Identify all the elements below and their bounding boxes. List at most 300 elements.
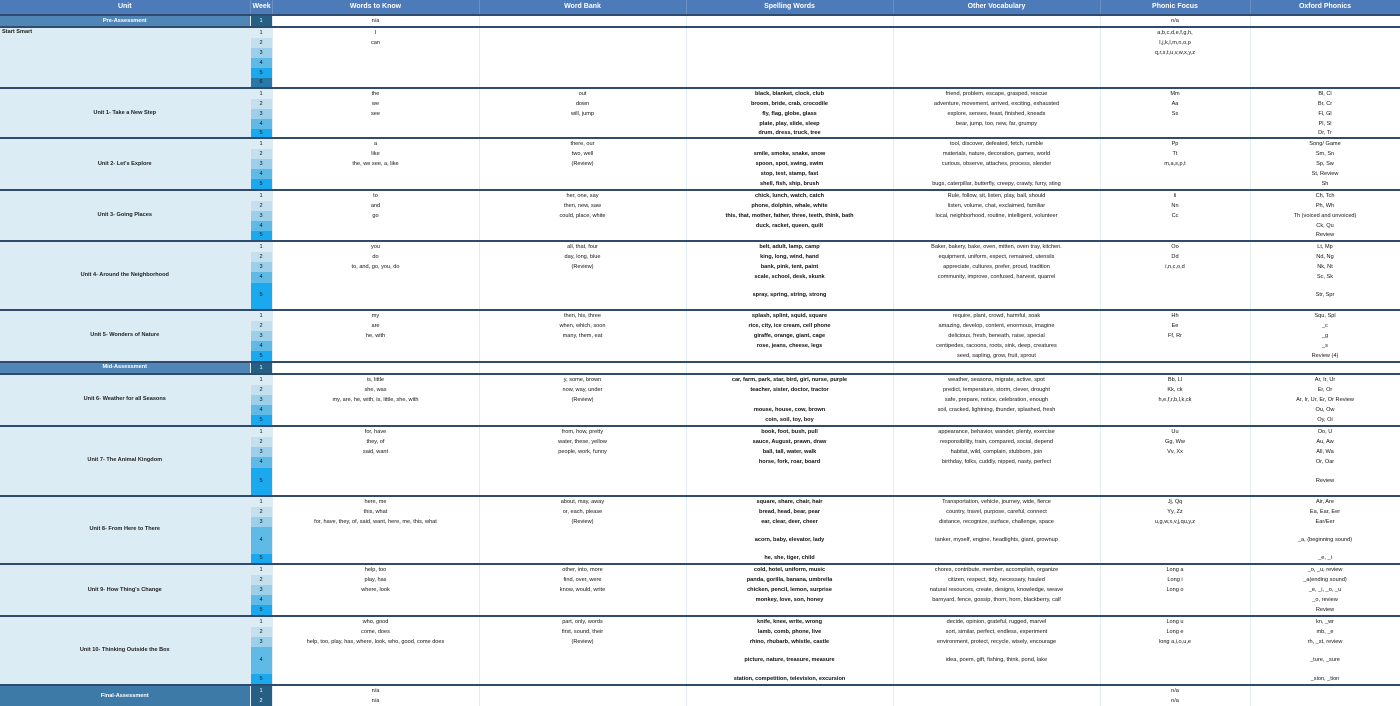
words-cell: do [272,252,479,262]
vocab-cell [893,231,1100,241]
week-cell: 2 [250,201,272,211]
oxford-cell: Ck, Qu [1250,221,1400,231]
vocab-cell: environment, protect, recycle, wisely, encourage [893,637,1100,647]
week-cell: 3 [250,262,272,272]
oxford-cell [1250,68,1400,78]
table-row [0,310,1400,321]
week-cell: 1 [250,426,272,437]
vocab-cell [893,283,1100,310]
unit-cell: Start Smart [0,27,250,88]
words-cell [272,283,479,310]
words-cell [272,405,479,415]
bank-cell [479,129,686,138]
bank-cell [479,351,686,362]
spelling-cell: drum, dress, truck, tree [686,129,893,138]
week-cell: 5 [250,179,272,190]
vocab-cell [893,468,1100,496]
words-cell [272,169,479,179]
words-cell: go [272,211,479,221]
words-cell [272,415,479,426]
oxford-cell: _e, _i, _o, _u [1250,585,1400,595]
bank-cell [479,647,686,674]
words-cell: you [272,241,479,252]
phonic-cell: Aa [1100,99,1250,109]
bank-cell [479,362,686,374]
week-cell: 1 [250,496,272,507]
vocab-cell: sort, similar, perfect, endless, experiment [893,627,1100,637]
week-cell: 1 [250,88,272,99]
words-cell: come, does [272,627,479,637]
week-cell: 5 [250,468,272,496]
oxford-cell: Ar, Ir, Ur [1250,374,1400,385]
bank-cell: could, place, white [479,211,686,221]
bank-cell [479,605,686,616]
phonic-cell [1100,595,1250,605]
oxford-cell: Nd, Ng [1250,252,1400,262]
vocab-cell: distance, recognize, surface, challenge, space [893,517,1100,527]
vocab-cell [893,129,1100,138]
words-cell [272,272,479,283]
unit-cell: Unit 7- The Animal Kingdom [0,426,250,496]
spelling-cell: ear, clear, deer, cheer [686,517,893,527]
week-cell: 1 [250,27,272,38]
unit-cell: Unit 5- Wonders of Nature [0,310,250,362]
week-cell: 5 [250,129,272,138]
spelling-cell: coin, soil, toy, boy [686,415,893,426]
words-cell: my, are, he, with, is, little, she, with [272,395,479,405]
vocab-cell [893,15,1100,27]
vocab-cell: birthday, folks, cuddly, nipped, nasty, perfect [893,457,1100,468]
oxford-cell: Au, Aw [1250,437,1400,447]
phonic-cell: Pp [1100,138,1250,149]
oxford-cell: _ture, _sure [1250,647,1400,674]
spelling-cell: acorn, baby, elevator, lady [686,527,893,554]
phonic-cell: Long o [1100,585,1250,595]
week-cell: 5 [250,605,272,616]
oxford-cell: Sh [1250,179,1400,190]
unit-cell: Unit 8- From Here to There [0,496,250,564]
bank-cell [479,231,686,241]
week-cell: 5 [250,674,272,685]
vocab-cell [893,27,1100,38]
oxford-cell: Review (4) [1250,351,1400,362]
spelling-cell: bank, pink, tent, paint [686,262,893,272]
words-cell [272,231,479,241]
spelling-cell: duck, racket, queen, quilt [686,221,893,231]
vocab-cell: delicious, fresh, beneath, raise, special [893,331,1100,341]
words-cell: for, have [272,426,479,437]
phonic-cell: Vv, Xx [1100,447,1250,457]
unit-cell: Unit 9- How Thing's Change [0,564,250,616]
bank-cell [479,554,686,564]
column-header[interactable]: Words to Know [272,0,479,15]
bank-cell: day, long, blue [479,252,686,262]
phonic-cell: Long a [1100,564,1250,575]
oxford-cell: _a, (beginning sound) [1250,527,1400,554]
column-header[interactable]: Other Vocabulary [893,0,1100,15]
spelling-cell: splash, splint, squid, square [686,310,893,321]
vocab-cell: require, plant, crowd, harmful, soak [893,310,1100,321]
oxford-cell [1250,696,1400,706]
words-cell [272,674,479,685]
bank-cell [479,457,686,468]
bank-cell: now, way, under [479,385,686,395]
phonic-cell [1100,605,1250,616]
oxford-cell: Dr, Tr [1250,129,1400,138]
week-cell: 1 [250,564,272,575]
words-cell [272,68,479,78]
vocab-cell [893,415,1100,426]
spelling-cell: king, long, wind, hand [686,252,893,262]
spelling-cell [686,696,893,706]
vocab-cell: tool, discover, defeated, fetch, rumble [893,138,1100,149]
vocab-cell: friend, problem, escape, grasped, rescue [893,88,1100,99]
oxford-cell: Fl, Gl [1250,109,1400,119]
bank-cell: down [479,99,686,109]
words-cell: can [272,38,479,48]
unit-cell: Pre-Assessment [0,15,250,27]
table-row [0,616,1400,627]
bank-cell: other, into, more [479,564,686,575]
bank-cell [479,38,686,48]
phonic-cell [1100,169,1250,179]
phonic-cell: I,j,k,l,m,n,o,p [1100,38,1250,48]
week-cell: 6 [250,78,272,88]
words-cell [272,647,479,674]
oxford-cell: _s [1250,341,1400,351]
oxford-cell: Bl, Cl [1250,88,1400,99]
phonic-cell [1100,221,1250,231]
week-cell: 4 [250,595,272,605]
words-cell: are [272,321,479,331]
phonic-cell: Dd [1100,252,1250,262]
words-cell: see [272,109,479,119]
week-cell: 4 [250,457,272,468]
words-cell [272,179,479,190]
week-cell: 1 [250,190,272,201]
phonic-cell [1100,68,1250,78]
bank-cell: many, them, eat [479,331,686,341]
oxford-cell: Th (voiced and unvoiced) [1250,211,1400,221]
oxford-cell: Ear/Eer [1250,517,1400,527]
words-cell [272,468,479,496]
vocab-cell: tanker, myself, engine, headlights, giant, grownup [893,527,1100,554]
spelling-cell: square, share, chair, hair [686,496,893,507]
phonic-cell [1100,179,1250,190]
vocab-cell: chores, contribute, member, accomplish, organize [893,564,1100,575]
phonic-cell [1100,674,1250,685]
oxford-cell: Sc, Sk [1250,272,1400,283]
week-cell: 3 [250,395,272,405]
words-cell: is, little [272,374,479,385]
spelling-cell [686,38,893,48]
spelling-cell: shell, fish, ship, brush [686,179,893,190]
words-cell: I [272,27,479,38]
table-row [0,241,1400,252]
spelling-cell [686,78,893,88]
phonic-cell: Hh [1100,310,1250,321]
vocab-cell: decide, opinion, grateful, rugged, marvel [893,616,1100,627]
vocab-cell: equipment, uniform, expect, remained, utensils [893,252,1100,262]
words-cell [272,351,479,362]
table-row [0,374,1400,385]
week-cell: 5 [250,351,272,362]
words-cell: and [272,201,479,211]
bank-cell [479,15,686,27]
words-cell: a [272,138,479,149]
phonic-cell: Nn [1100,201,1250,211]
week-cell: 3 [250,585,272,595]
vocab-cell [893,554,1100,564]
oxford-cell: _c [1250,321,1400,331]
bank-cell [479,169,686,179]
week-cell: 3 [250,48,272,58]
bank-cell [479,272,686,283]
words-cell: she, was [272,385,479,395]
oxford-cell: Song/ Game [1250,138,1400,149]
vocab-cell: bugs, caterpillar, butterfly, creepy, crawly, furry, sting [893,179,1100,190]
spelling-cell: chick, lunch, watch, catch [686,190,893,201]
bank-cell: her, one, say [479,190,686,201]
phonic-cell: Ee [1100,321,1250,331]
column-header[interactable]: Spelling Words [686,0,893,15]
week-cell: 1 [250,362,272,374]
phonic-cell: i,n,c,o,d [1100,262,1250,272]
vocab-cell: Transportation, vehicle, journey, wide, fierce [893,496,1100,507]
week-cell: 4 [250,405,272,415]
vocab-cell [893,362,1100,374]
spelling-cell: car, farm, park, star, bird, girl, nurse, purple [686,374,893,385]
spelling-cell: horse, fork, roar, board [686,457,893,468]
column-header[interactable]: Word Bank [479,0,686,15]
words-cell: the, we see, a, like [272,159,479,169]
week-cell: 4 [250,221,272,231]
phonic-cell [1100,272,1250,283]
week-cell: 5 [250,231,272,241]
phonic-cell: Ii [1100,190,1250,201]
words-cell [272,457,479,468]
spelling-cell: broom, bride, crab, crocodile [686,99,893,109]
vocab-cell [893,685,1100,696]
week-cell: 5 [250,415,272,426]
words-cell [272,129,479,138]
spelling-cell [686,27,893,38]
week-cell: 1 [250,15,272,27]
week-cell: 3 [250,159,272,169]
phonic-cell: Yy, Zz [1100,507,1250,517]
phonic-cell [1100,129,1250,138]
vocab-cell: adventure, movement, arrived, exciting, exhausted [893,99,1100,109]
words-cell: to [272,190,479,201]
bank-cell [479,283,686,310]
week-cell: 2 [250,575,272,585]
phonic-cell: n/a [1100,696,1250,706]
spelling-cell: this, that, mother, father, three, teeth, think, bath [686,211,893,221]
column-header[interactable]: Phonic Focus [1100,0,1250,15]
spelling-cell: lamb, comb, phone, live [686,627,893,637]
oxford-cell [1250,58,1400,68]
spelling-cell [686,58,893,68]
spelling-cell [686,685,893,696]
bank-cell [479,341,686,351]
oxford-cell [1250,38,1400,48]
bank-cell: will, jump [479,109,686,119]
oxford-cell: _o, _u, review [1250,564,1400,575]
bank-cell [479,674,686,685]
bank-cell: from, how, pretty [479,426,686,437]
spelling-cell [686,362,893,374]
bank-cell: then, his, three [479,310,686,321]
spelling-cell: giraffe, orange, giant, cage [686,331,893,341]
words-cell: n/a [272,685,479,696]
words-cell: the [272,88,479,99]
words-cell: to, and, go, you, do [272,262,479,272]
week-cell: 3 [250,211,272,221]
oxford-cell: Squ, Spl [1250,310,1400,321]
vocab-cell: centipedes, racoons, roots, sink, deep, creatures [893,341,1100,351]
phonic-cell: Long e [1100,627,1250,637]
unit-cell: Unit 6- Weather for all Seasons [0,374,250,426]
table-row [0,496,1400,507]
bank-cell: there, our [479,138,686,149]
week-cell: 4 [250,58,272,68]
oxford-cell: Air, Are [1250,496,1400,507]
bank-cell: water, these, yellow [479,437,686,447]
vocab-cell: curious, observe, attaches, process, slender [893,159,1100,169]
week-cell: 3 [250,637,272,647]
week-cell: 3 [250,109,272,119]
unit-cell: Mid-Assessment [0,362,250,374]
spelling-cell: ball, tall, water, walk [686,447,893,457]
bank-cell [479,27,686,38]
vocab-cell: safe, prepare, notice, celebration, enough [893,395,1100,405]
spelling-cell: rhino, rhubarb, whistle, castle [686,637,893,647]
oxford-cell: Or, Oar [1250,457,1400,468]
week-cell: 3 [250,517,272,527]
phonic-cell [1100,468,1250,496]
phonic-cell: n/a [1100,15,1250,27]
spelling-cell: cold, hotel, uniform, music [686,564,893,575]
words-cell: where, look [272,585,479,595]
words-cell [272,527,479,554]
vocab-cell: community, improve, confused, harvest, quarrel [893,272,1100,283]
oxford-cell: _g [1250,331,1400,341]
week-cell: 5 [250,68,272,78]
spelling-cell: mouse, house, cow, brown [686,405,893,415]
spelling-cell: picture, nature, treasure, measure [686,647,893,674]
vocab-cell: seed, sapling, grow, fruit, sprout [893,351,1100,362]
week-cell: 2 [250,321,272,331]
bank-cell [479,58,686,68]
vocab-cell: explore, senses, feast, finished, kneads [893,109,1100,119]
oxford-cell: _a(ending sound) [1250,575,1400,585]
column-header[interactable]: Unit [0,0,250,15]
vocab-cell [893,38,1100,48]
oxford-cell: Review [1250,605,1400,616]
week-cell: 3 [250,331,272,341]
oxford-cell: Er, Or [1250,385,1400,395]
week-cell: 2 [250,149,272,159]
week-cell: 1 [250,241,272,252]
vocab-cell: citizen, respect, tidy, necessary, hauled [893,575,1100,585]
words-cell: who, good [272,616,479,627]
bank-cell: or, each, please [479,507,686,517]
spelling-cell: spray, spring, string, strong [686,283,893,310]
oxford-cell [1250,48,1400,58]
bank-cell: people, work, funny [479,447,686,457]
unit-cell: Unit 2- Let's Explore [0,138,250,190]
spelling-cell: he, she, tiger, child [686,554,893,564]
spelling-cell: fly, flag, globe, glass [686,109,893,119]
words-cell: here, me [272,496,479,507]
oxford-cell: Sp, Sw [1250,159,1400,169]
table-row [0,15,1400,27]
bank-cell: all, that, four [479,241,686,252]
bank-cell: then, new, saw [479,201,686,211]
bank-cell [479,119,686,129]
week-cell: 1 [250,310,272,321]
column-header[interactable]: Oxford Phonics [1250,0,1400,15]
bank-cell [479,179,686,190]
phonic-cell: Jj, Qq [1100,496,1250,507]
words-cell: help, too [272,564,479,575]
bank-cell [479,468,686,496]
oxford-cell: mb, _e [1250,627,1400,637]
oxford-cell: Br, Cr [1250,99,1400,109]
words-cell [272,605,479,616]
phonic-cell: Cc [1100,211,1250,221]
table-row [0,362,1400,374]
spelling-cell: panda, gorilla, banana, umbrella [686,575,893,585]
week-cell: 4 [250,341,272,351]
vocab-cell [893,221,1100,231]
vocab-cell: Rule, follow, sit, listen, play, ball, should [893,190,1100,201]
phonic-cell: Ff, Rr [1100,331,1250,341]
words-cell: for, have, they, of, said, want, here, me, this, what [272,517,479,527]
table-row [0,27,1400,38]
week-cell: 2 [250,437,272,447]
phonic-cell [1100,231,1250,241]
unit-cell: Unit 3- Going Places [0,190,250,241]
table-body [0,15,1400,706]
oxford-cell: _sion, _tion [1250,674,1400,685]
bank-cell [479,78,686,88]
bank-cell: first, sound, their [479,627,686,637]
spelling-cell: bread, head, bear, pear [686,507,893,517]
oxford-cell: Lt, Mp [1250,241,1400,252]
spelling-cell: book, foot, bush, pull [686,426,893,437]
phonic-cell: Uu [1100,426,1250,437]
spelling-cell: spoon, spot, swing, swim [686,159,893,169]
words-cell: he, with [272,331,479,341]
spelling-cell: monkey, love, son, honey [686,595,893,605]
column-header[interactable]: Week [250,0,272,15]
vocab-cell: Baker, bakery, bake, oven, mitten, oven tray, kitchen. [893,241,1100,252]
vocab-cell: soil, cracked, lightning, thunder, splashed, fresh [893,405,1100,415]
week-cell: 2 [250,507,272,517]
spelling-cell [686,48,893,58]
vocab-cell: natural resources, create, designs, knowledge, weave [893,585,1100,595]
bank-cell [479,405,686,415]
week-cell: 2 [250,252,272,262]
week-cell: 1 [250,374,272,385]
oxford-cell: _e, _i [1250,554,1400,564]
bank-cell [479,221,686,231]
phonic-cell: h,e,f,r,b,l,k,ck [1100,395,1250,405]
spelling-cell: belt, adult, lamp, camp [686,241,893,252]
oxford-cell: All, Wa [1250,447,1400,457]
oxford-cell [1250,15,1400,27]
